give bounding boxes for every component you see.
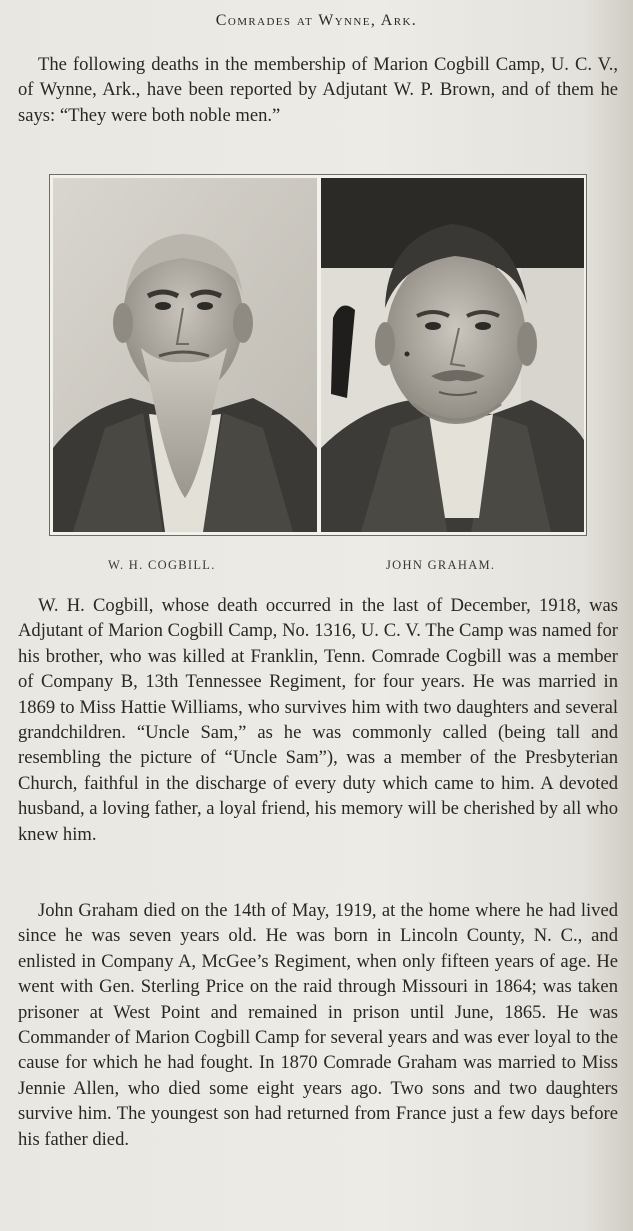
graham-obituary: John Graham died on the 14th of May, 1919, at the home where he had lived since he was seven years old. He was born in Lincoln County, N. C., and enlisted in Company A, McGee’s Regiment, when only fifteen years of age. He went with Gen. Sterling Price on the raid through Missouri in 1864; was taken prisoner at West Point and remained in prison until June, 1865. He was Commander of Marion Cogbill Camp for several years and was ever loyal to the cause for which he had fought. In 1870 Comrade Graham was married to Miss Jennie Allen, who died some eight years ago. Two sons and two daughters survive him. The youngest son had returned from France just a few days before his father died. xyxy=(18,900,618,1150)
intro-paragraph: The following deaths in the membership of Marion Cogbill Camp, U. C. V., of Wynne, Ark., have been reported by Adjutant W. P. Brown, and of them he says: “They were both noble men.” xyxy=(18,54,618,126)
cogbill-portrait-image xyxy=(53,178,317,532)
caption-cogbill: W. H. COGBILL. xyxy=(108,558,216,572)
cogbill-portrait xyxy=(53,178,317,532)
caption-graham: JOHN GRAHAM. xyxy=(386,558,496,572)
page-title: Comrades at Wynne, Ark. xyxy=(215,12,418,29)
cogbill-obituary: W. H. Cogbill, whose death occurred in the last of December, 1918, was Adjutant of Marion Cogbill Camp, No. 1316, U. C. V. The Camp was named for his brother, who was killed at Franklin, Tenn. Comrade Cogbill was a member of Company B, 13th Tennessee Regiment, for four years. He was married in 1869 to Miss Hattie Williams, who survives him with two daughters and several grandchildren. “Uncle Sam,” as he was commonly called (being tall and resembling the picture of “Uncle Sam”), was a member of the Presbyterian Church, faithful in the discharge of every duty which came to him. A devoted husband, a loving father, a loyal friend, his memory will be cherished by all who knew him. xyxy=(18,595,618,845)
portrait-photographs xyxy=(49,174,587,536)
graham-portrait-image xyxy=(321,178,584,532)
graham-portrait xyxy=(321,178,584,532)
